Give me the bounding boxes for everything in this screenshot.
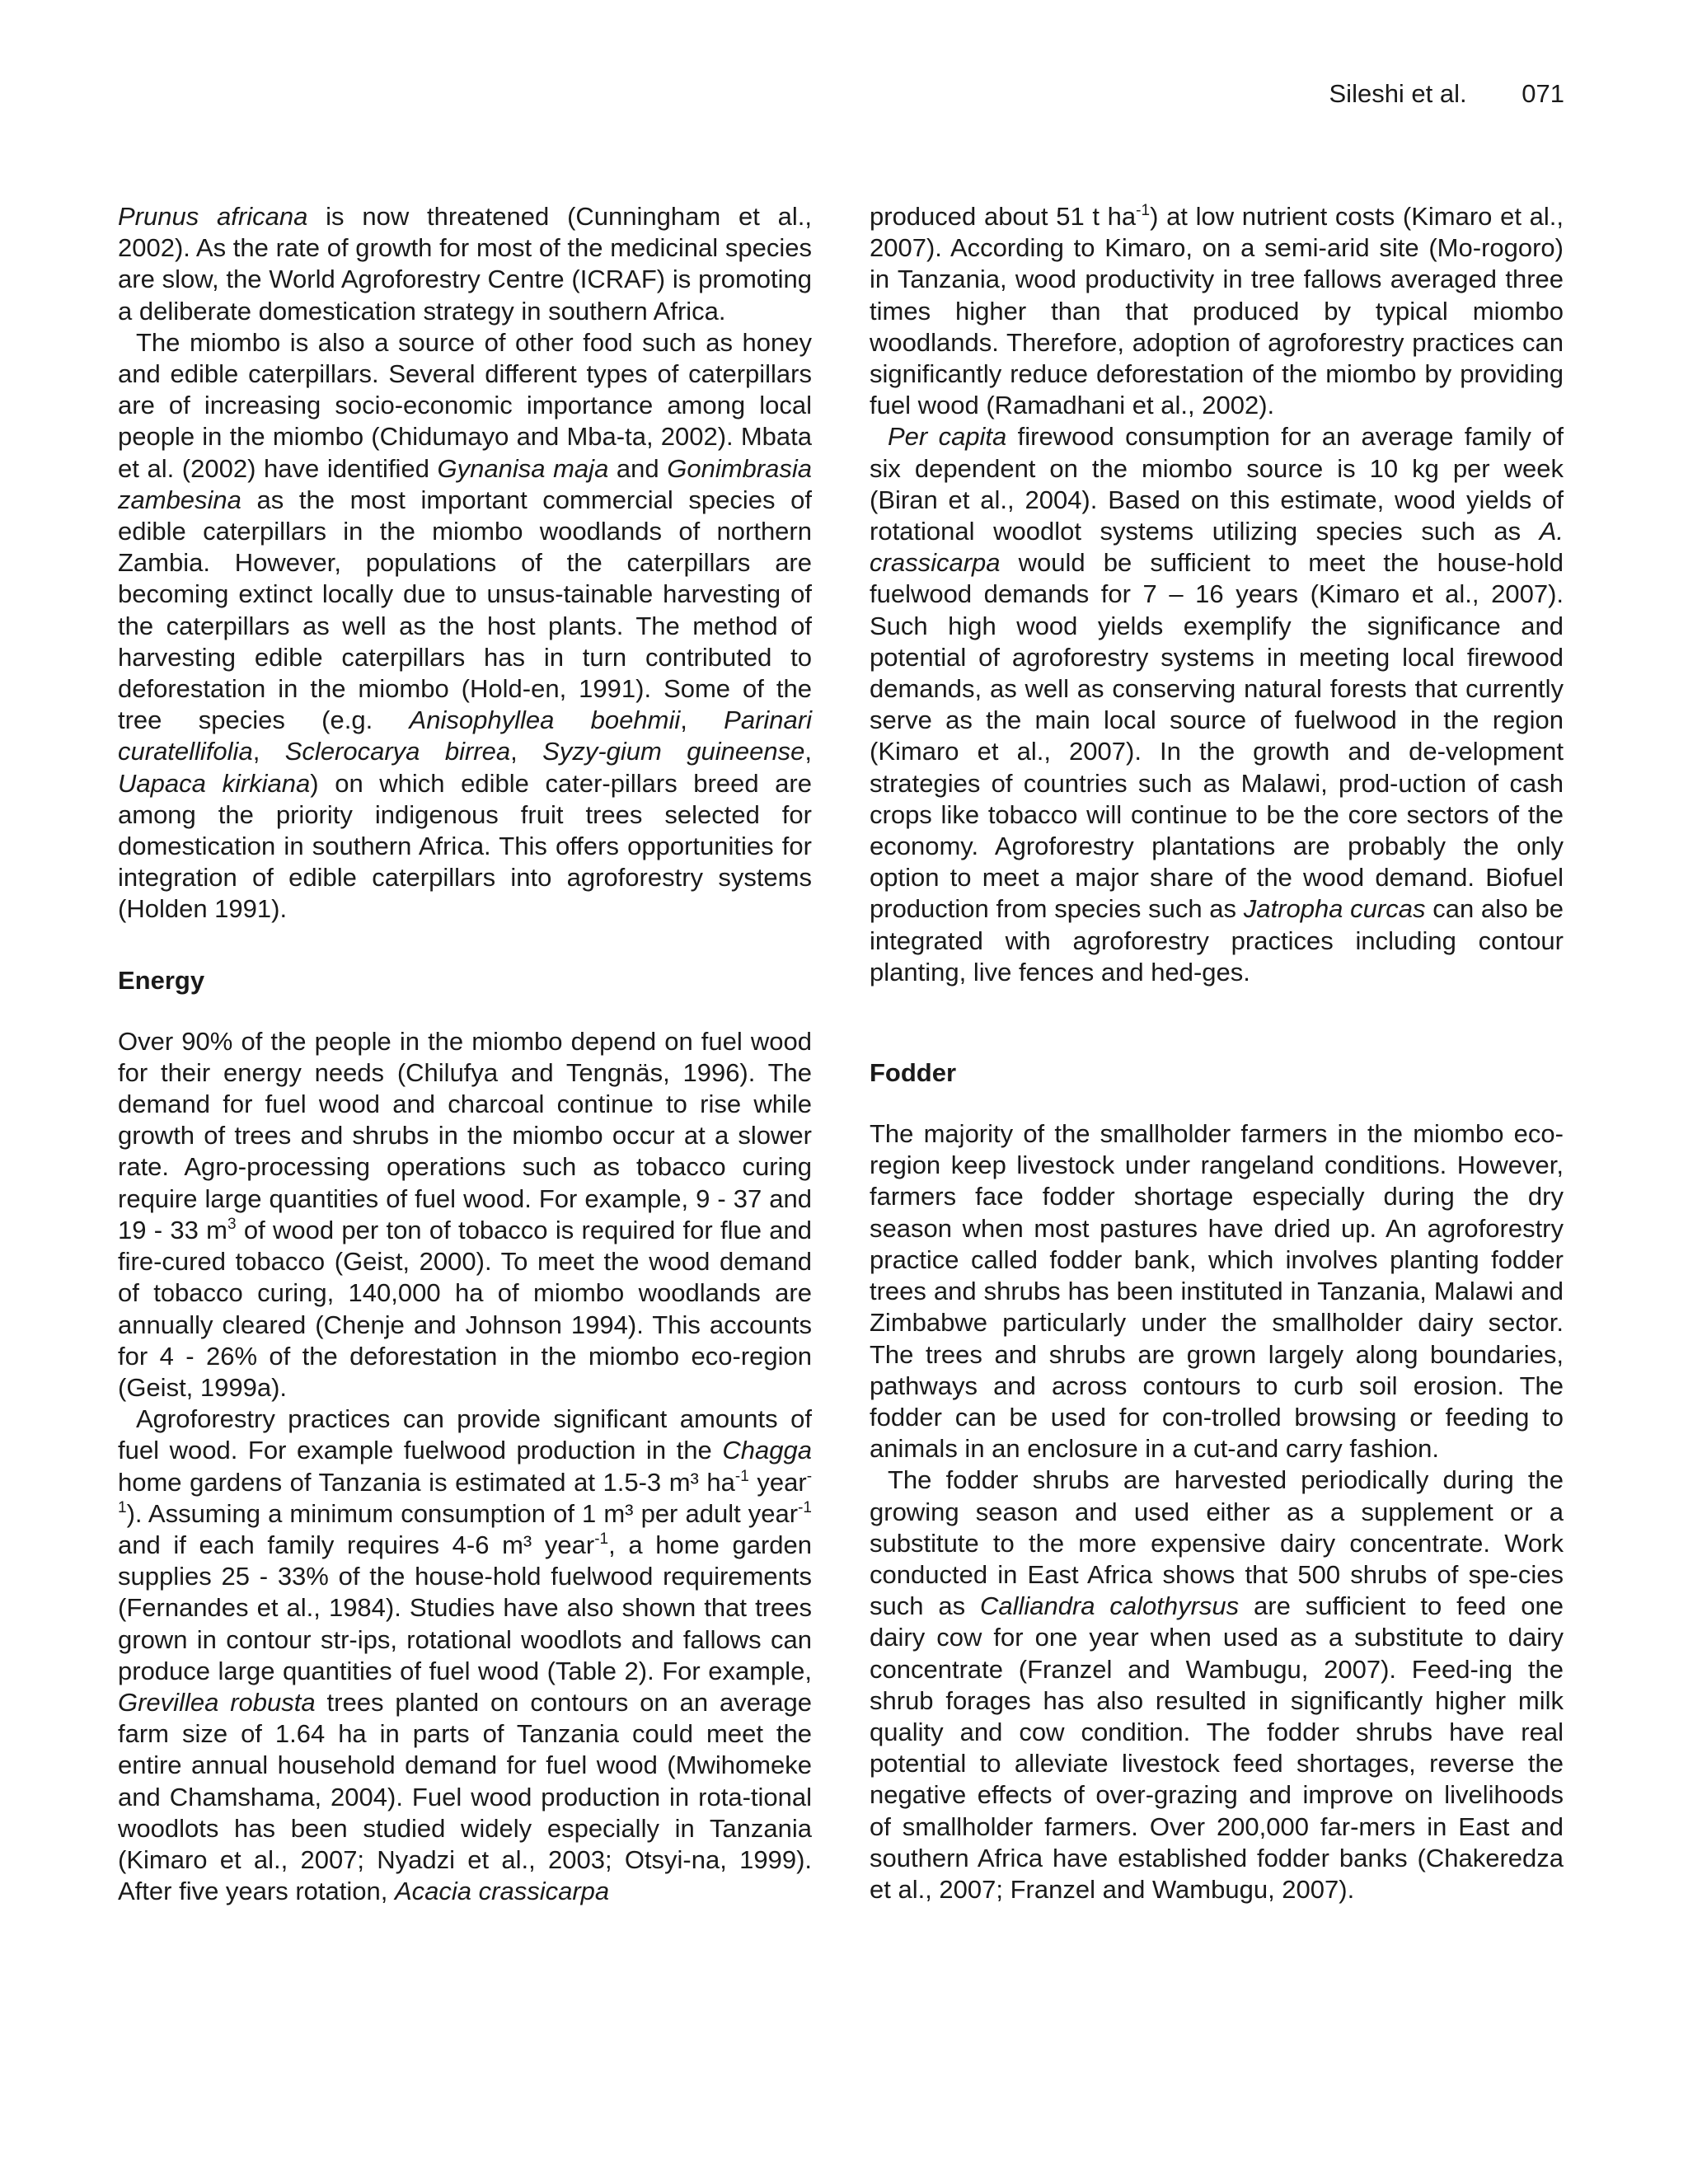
- text-run: Over 90% of the people in the miombo depend on fuel wood for their energy needs (Chilufya and Tengnäs, 1996). The demand for fuel wood and charcoal continue to rise while growth of trees and shrubs in the miombo occur at a slower rate. Agro-processing operations such as tobacco curing require large quantities of fuel wood. For example, 9 - 37 and 19 - 33 m: [118, 1026, 812, 1244]
- paragraph: [118, 201, 812, 327]
- paragraph: [118, 1404, 812, 1907]
- text-run: and if each family requires 4-6 m³ year: [118, 1530, 595, 1559]
- text-run: Agroforestry practices can provide significant amounts of fuel wood. For example fuelwood production in the: [118, 1404, 812, 1465]
- paragraph: [870, 421, 1564, 988]
- superscript: -1: [734, 1467, 749, 1485]
- text-run: trees planted on contours on an average farm size of 1.64 ha in parts of Tanzania could meet the entire annual household demand for fuel wood (Mwihomeke and Chamshama, 2004). Fuel wood production in rota-tional woodlots has been studied widely especially in Tanzania (Kimaro et al., 2007; Nyadzi et al., 2003; Otsyi-na, 1999). After five years rotation,: [118, 1687, 812, 1906]
- text-run: The fodder shrubs are harvested periodically during the growing season and used either as a supplement or a substitute to the more expensive dairy concentrate. Work conducted in East Africa shows that 500 shrubs of spe-cies such as: [870, 1465, 1564, 1621]
- superscript: -1: [1136, 202, 1151, 219]
- text-run: are sufficient to feed one dairy cow for one year when used as a substitute to dairy concentrate (Franzel and Wambugu, 2007). Feed-ing the shrub forages has also resulted in significantly higher milk quality and cow condition. The fodder shrubs have real potential to alleviate livestock feed shortages, reverse the negative effects of over-grazing and improve on livelihoods of smallholder farmers. Over 200,000 far-mers in East and southern Africa have established fodder banks (Chakeredza et al., 2007; Franzel and Wambugu, 2007).: [870, 1591, 1564, 1904]
- italic-term: Syzy-gium guineense: [542, 737, 805, 766]
- text-run: ,: [510, 737, 543, 766]
- paragraph: [870, 1465, 1564, 1905]
- paragraph: [118, 1026, 812, 1404]
- paragraph: [118, 327, 812, 926]
- text-run: ,: [252, 737, 285, 766]
- italic-term: A. crassicarpa: [870, 517, 1564, 578]
- page-number: 071: [1522, 79, 1564, 108]
- italic-term: Parinari curatellifolia: [118, 705, 812, 766]
- text-run: ) on which edible cater-pillars breed are among the priority indigenous fruit trees selected for domestication in southern Africa. This offers opportunities for integration of edible caterpillars into agroforestry systems (Holden 1991).: [118, 768, 812, 924]
- text-run: firewood consumption for an average family of six dependent on the miombo source is 10 kg per week (Biran et al., 2004). Based on this estimate, wood yields of rotational woodlot systems utilizing species such as: [870, 422, 1564, 546]
- italic-term: Gonimbrasia zambesina: [118, 453, 812, 514]
- italic-term: Prunus africana: [118, 202, 308, 231]
- text-run: home gardens of Tanzania is estimated at 1.5-3 m³ ha: [118, 1467, 735, 1497]
- italic-term: Uapaca kirkiana: [118, 768, 311, 798]
- italic-term: Acacia crassicarpa: [394, 1877, 610, 1906]
- paragraph: [870, 1118, 1564, 1465]
- paragraph: [870, 201, 1564, 421]
- text-run: ). Assuming a minimum consumption of 1 m³ per adult year: [126, 1498, 799, 1528]
- text-run: ,: [804, 737, 812, 766]
- running-header: [1329, 79, 1565, 109]
- italic-term: Grevillea robusta: [118, 1687, 316, 1717]
- italic-term: Chagga: [722, 1436, 812, 1465]
- superscript: -1: [594, 1530, 609, 1548]
- text-run: ,: [680, 705, 724, 735]
- text-run: ) at low nutrient costs (Kimaro et al., 2007). According to Kimaro, on a semi-arid site (Mo-rogoro) in Tanzania, wood productivity in tree fallows averaged three times higher than that produced by typical miombo woodlands. Therefore, adoption of agroforestry practices can significantly reduce deforestation of the miombo by providing fuel wood (Ramadhani et al., 2002).: [870, 202, 1564, 420]
- italic-term: Sclerocarya birrea: [284, 737, 511, 766]
- text-run: year: [748, 1467, 807, 1497]
- italic-term: Per capita: [888, 422, 1007, 452]
- text-run: produced about 51 t ha: [870, 202, 1137, 231]
- text-run: and: [608, 453, 668, 483]
- italic-term: Gynanisa maja: [437, 453, 609, 483]
- superscript: -1: [798, 1498, 812, 1516]
- italic-term: Anisophyllea boehmii: [409, 705, 681, 735]
- italic-term: Jatropha curcas: [1243, 894, 1426, 924]
- left-column: [118, 201, 812, 1907]
- superscript: -1: [118, 1467, 813, 1516]
- text-run: can also be integrated with agroforestry practices including contour planting, live fences and hed-ges.: [870, 894, 1564, 987]
- right-column: [870, 201, 1564, 1905]
- header-authors: Sileshi et al.: [1329, 79, 1467, 108]
- text-run: of wood per ton of tobacco is required for flue and fire-cured tobacco (Geist, 2000). To meet the wood demand of tobacco curing, 140,000 ha of miombo woodlands are annually cleared (Chenje and Johnson 1994). This accounts for 4 - 26% of the deforestation in the miombo eco-region (Geist, 1999a).: [118, 1215, 812, 1402]
- section-heading-energy: Energy: [118, 965, 205, 995]
- text-run: as the most important commercial species of edible caterpillars in the miombo woodlands of northern Zambia. However, populations of the caterpillars are becoming extinct locally due to unsus-tainable harvesting of the caterpillars as well as the host plants. The method of harvesting edible caterpillars has in turn contributed to deforestation in the miombo (Hold-en, 1991). Some of the tree species (e.g.: [118, 485, 812, 735]
- text-run: The majority of the smallholder farmers in the miombo eco-region keep livestock under rangeland conditions. However, farmers face fodder shortage especially during the dry season when most pastures have dried up. An agroforestry practice called fodder bank, which involves planting fodder trees and shrubs has been instituted in Tanzania, Malawi and Zimbabwe particularly under the smallholder dairy sector. The trees and shrubs are grown largely along boundaries, pathways and across contours to curb soil erosion. The fodder can be used for con-trolled browsing or feeding to animals in an enclosure in a cut-and carry fashion.: [870, 1119, 1564, 1464]
- text-run: The miombo is also a source of other food such as honey and edible caterpillars. Several different types of caterpillars are of increasing socio-economic importance among local people in the miombo (Chidumayo and Mba-ta, 2002). Mbata et al. (2002) have identified: [118, 327, 812, 483]
- text-run: would be sufficient to meet the house-hold fuelwood demands for 7 – 16 years (Kimaro et al., 2007). Such high wood yields exemplify the significance and potential of agroforestry systems in meeting local firewood demands, as well as conserving natural forests that currently serve as the main local source of fuelwood in the region (Kimaro et al., 2007). In the growth and de-velopment strategies of countries such as Malawi, prod-uction of cash crops like tobacco will continue to be the core sectors of the economy. Agroforestry plantations are probably the only option to meet a major share of the wood demand. Biofuel production from species such as: [870, 548, 1564, 924]
- text-run: , a home garden supplies 25 - 33% of the house-hold fuelwood requirements (Fernandes et al., 1984). Studies have also shown that trees grown in contour str-ips, rotational woodlots and fallows can produce large quantities of fuel wood (Table 2). For example,: [118, 1530, 813, 1685]
- text-run: is now threatened (Cunningham et al., 2002). As the rate of growth for most of the medicinal species are slow, the World Agroforestry Centre (ICRAF) is promoting a deliberate domestication strategy in southern Africa.: [118, 202, 812, 326]
- superscript: 3: [227, 1215, 237, 1233]
- section-heading-fodder: Fodder: [870, 1058, 957, 1088]
- italic-term: Calliandra calothyrsus: [979, 1591, 1240, 1621]
